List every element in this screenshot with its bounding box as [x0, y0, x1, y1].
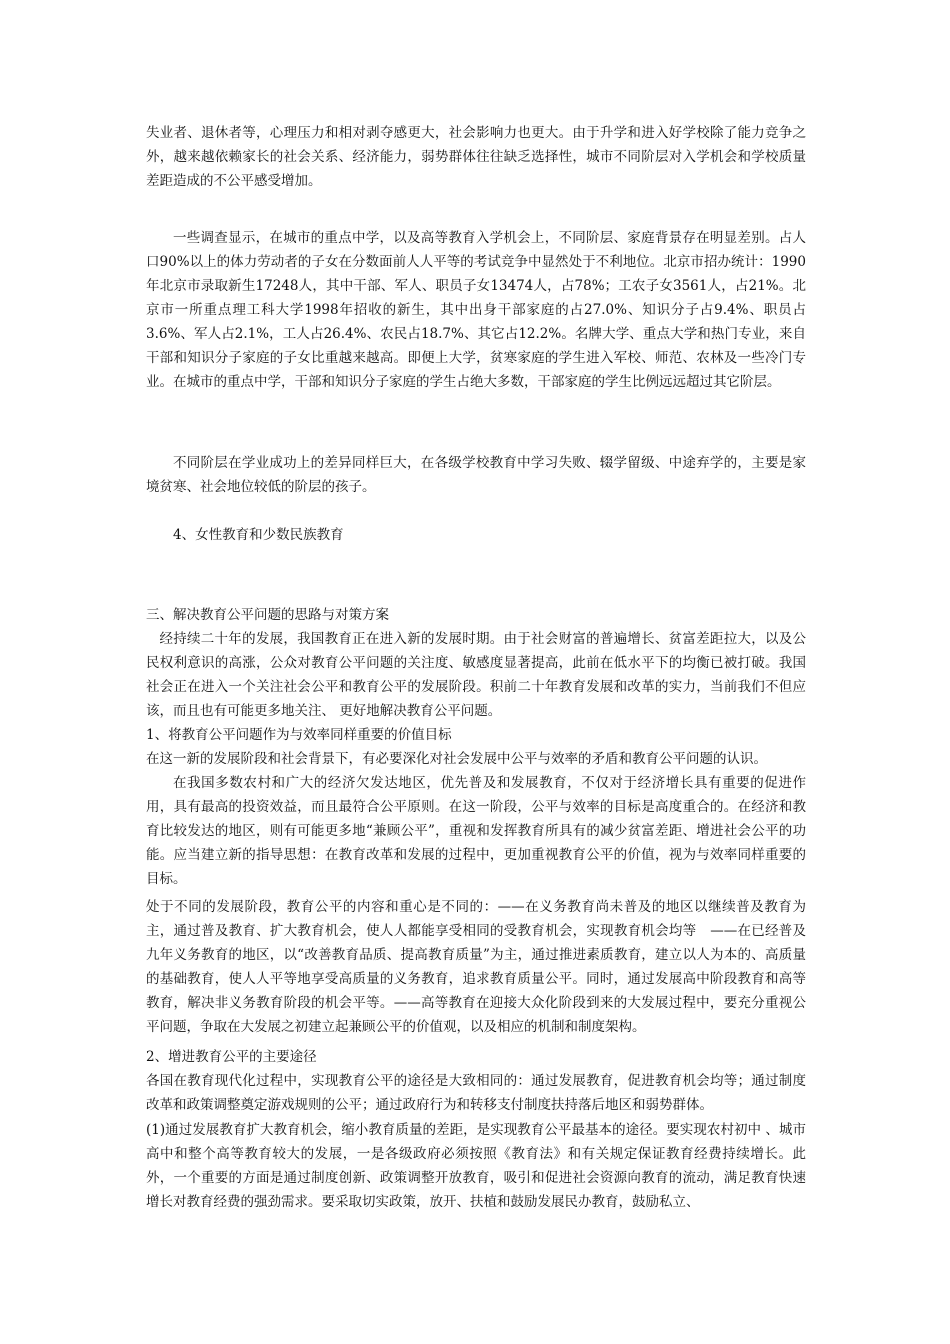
paragraph-new-period: 经持续二十年的发展，我国教育正在进入新的发展时期。由于社会财富的普遍增长、贫富差距拉大，以及公民权利意识的高涨，公众对教育公平问题的关注度、敏感度显著提高，此前在低水平下的均衡已被打破。我国社会正在进入一个关注社会公平和教育公平的发展阶段。积前二十年教育发展和改革的实力，当前我们不但应该，而且也有可能更多地关注、 更好地解决教育公平问题。 — [146, 631, 806, 719]
paragraph-new-stage: 在这一新的发展阶段和社会背景下，有必要深化对社会发展中公平与效率的矛盾和教育公平问题的认识。 — [146, 751, 767, 767]
paragraph-survey-stats: 一些调查显示，在城市的重点中学，以及高等教育入学机会上，不同阶层、家庭背景存在明显差别。占人口90%以上的体力劳动者的子女在分数面前人人平等的考试竞争中显然处于不利地位。北京市招办统计：1990年北京市录取新生17248人，其中干部、军人、职员子女13474人，占78%；工农子女3561人，占21%。北京市一所重点理工科大学1998年招收的新生，其中出身干部家庭的占27.0%、知识分子占9.4%、职员占3.6%、军人占2.1%，工人占26.4%、农民占18.7%、其它占12.2%。名牌大学、重点大学和热门专业，来自干部和知识分子家庭的子女比重越来越高。即便上大学，贫寒家庭的学生进入军校、师范、农林及一些冷门专业。在城市的重点中学，干部和知识分子家庭的学生占绝大多数，干部家庭的学生比例远远超过其它阶层。 — [146, 230, 806, 390]
paragraph-social-pressure: 失业者、退休者等，心理压力和相对剥夺感更大，社会影响力也更大。由于升学和进入好学校除了能力竞争之外，越来越依赖家长的社会关系、经济能力，弱势群体往往缺乏选择性，城市不同阶层对入学机会和学校质量差距造成的不公平感受增加。 — [146, 125, 806, 189]
heading-women-minority-education: 4、女性教育和少数民族教育 — [173, 527, 344, 543]
section-three-title: 三、解决教育公平问题的思路与对策方案 — [146, 607, 389, 623]
paragraph-development-stages: 处于不同的发展阶段，教育公平的内容和重心是不同的：——在义务教育尚未普及的地区以继续普及教育为主，通过普及教育、扩大教育机会，使人人都能享受相同的受教育机会，实现教育机会均等 ——在已经普及九年义务教育的地区，以“改善教育品质、提高教育质量”为主，通过推进素质教育，建立以人为本的、高质量的基础教育，使人人平等地享受高质量的义务教育，追求教育质量公平。同时，通过发展高中阶段教育和高等教育，解决非义务教育阶段的机会平等。——高等教育在迎接大众化阶段到来的大发展过程中，要充分重视公平问题，争取在大发展之初建立起兼顾公平的价值观，以及相应的机制和制度架构。 — [146, 899, 806, 1035]
paragraph-countries-approaches: 各国在教育现代化过程中，实现教育公平的途径是大致相同的：通过发展教育，促进教育机会均等；通过制度改革和政策调整奠定游戏规则的公平；通过政府行为和转移支付制度扶持落后地区和弱势群体。 — [146, 1073, 806, 1113]
paragraph-rural-priority: 在我国多数农村和广大的经济欠发达地区，优先普及和发展教育，不仅对于经济增长具有重要的促进作用，具有最高的投资效益，而且最符合公平原则。在这一阶段，公平与效率的目标是高度重合的。在经济和教育比较发达的地区，则有可能更多地“兼顾公平”，重视和发挥教育所具有的减少贫富差距、增进社会公平的功能。应当建立新的指导思想：在教育改革和发展的过程中，更加重视教育公平的价值，视为与效率同样重要的目标。 — [146, 775, 806, 887]
paragraph-expand-opportunity: (1)通过发展教育扩大教育机会，缩小教育质量的差距，是实现教育公平最基本的途径。要实现农村初中 、城市高中和整个高等教育较大的发展，一是各级政府必须按照《教育法》和有关规定保证教育经费持续增长。此外，一个重要的方面是通过制度创新、政策调整开放教育，吸引和促进社会资源向教育的流动，满足教育快速增长对教育经费的强劲需求。要采取切实政策，放开、扶植和鼓励发展民办教育，鼓励私立、 — [146, 1122, 806, 1210]
paragraph-academic-gap: 不同阶层在学业成功上的差异同样巨大，在各级学校教育中学习失败、辍学留级、中途弃学的，主要是家境贫寒、社会地位较低的阶层的孩子。 — [146, 455, 806, 495]
subheading-main-approaches: 2、增进教育公平的主要途径 — [146, 1049, 317, 1065]
subheading-value-goal: 1、将教育公平问题作为与效率同样重要的价值目标 — [146, 727, 452, 743]
